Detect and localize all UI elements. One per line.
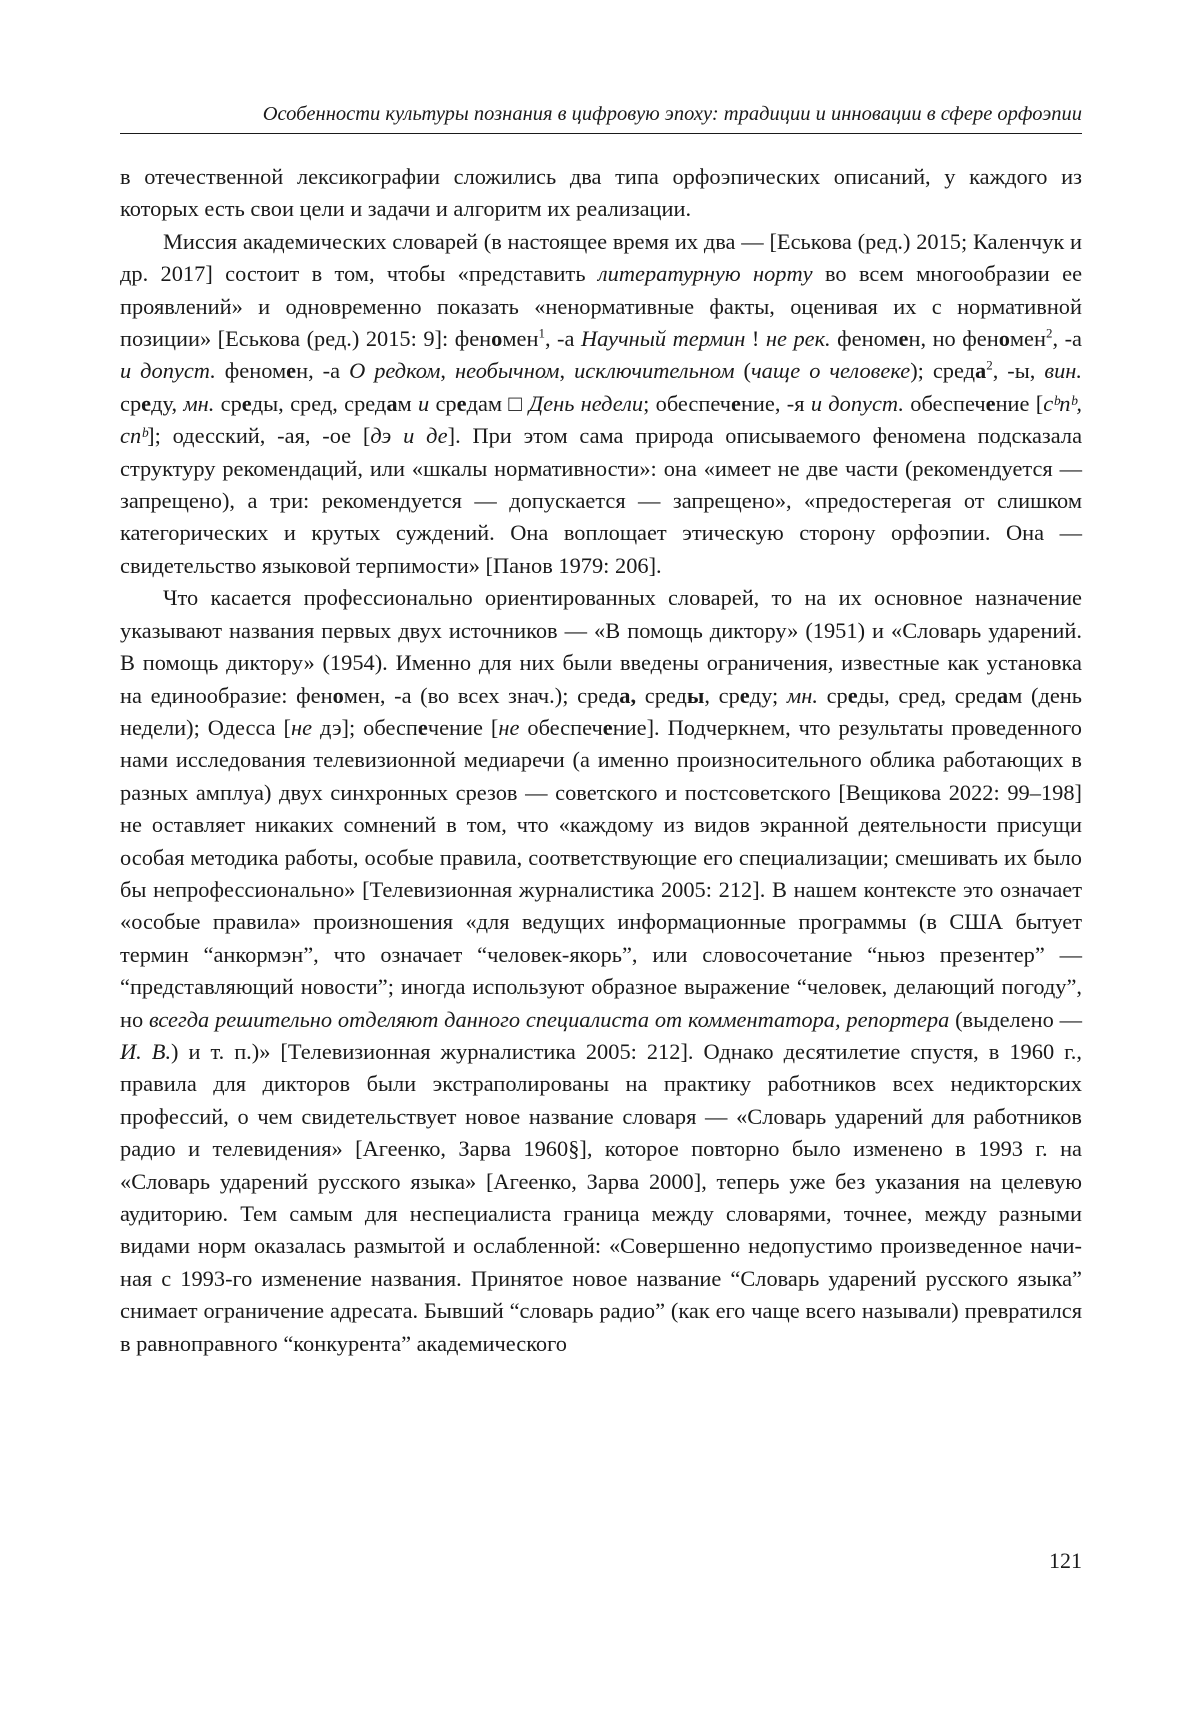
text-run: ]. При этом сама природа описываемого феномена подсказала структуру рекомендаций, или «шкалы нормативности»: она «имеет не две части (рекомендуется — запрещено), а три: рекомендуется — допускается — запрещено», «предостерегая от слишком категорических и крутых суждений. Она воплощает этическую сторону орфоэпии. Она — свидетельство языковой терпимости» [Панов 1979: 206].: [120, 423, 1083, 578]
text-run: всегда решительно отделяют данного специалиста от комментатора, репортера: [148, 1006, 950, 1032]
text-run: День недели: [528, 390, 644, 416]
text-run: н, но фен: [908, 326, 999, 352]
text-run: 2: [1045, 325, 1053, 341]
running-head: Особенности культуры познания в цифровую эпоху: традиции и инновации в сфере орфоэпии: [262, 103, 1082, 125]
page-number: 121: [1049, 1548, 1082, 1573]
text-run: не рек.: [765, 326, 831, 352]
text-run: ду;: [749, 682, 787, 708]
text-run: Миссия академических словарей (в настоящее время их два — [Еськова (ред.) 2015; Каленчук и др. 2017] состоит в том, чтобы «представить: [120, 228, 1082, 287]
text-run: феном: [830, 326, 899, 352]
text-run: обеспеч: [519, 714, 603, 740]
text-run: дэ]; обесп: [312, 714, 418, 740]
text-run: мн.: [786, 682, 818, 708]
text-run: де: [426, 423, 448, 449]
text-run: Научный термин: [580, 326, 746, 352]
text-run: ,: [559, 358, 575, 384]
text-run: ,: [440, 358, 455, 384]
text-run: (выделено —: [949, 1006, 1082, 1032]
text-run: , -а: [1052, 326, 1082, 352]
text-run: чение [: [427, 714, 499, 740]
text-run: О редком: [349, 358, 441, 384]
text-run: обеспеч: [903, 390, 986, 416]
text-run: ды, сред, сред: [857, 682, 997, 708]
text-run: [391, 423, 403, 448]
text-run: вин.: [1044, 358, 1083, 384]
text-run: м (день недели); Одесса [: [120, 682, 1082, 740]
text-run: , -ы,: [992, 358, 1045, 384]
text-run: е: [739, 682, 750, 708]
text-run: ; обеспеч: [643, 390, 731, 416]
text-run: сᵇпᵇ, сп: [120, 390, 1083, 449]
text-run: е: [417, 714, 428, 740]
text-run: мен, -а (во всех знач.); сред: [343, 682, 620, 708]
text-run: , ср: [704, 682, 740, 708]
text-run: о: [491, 326, 503, 352]
text-run: е: [985, 390, 996, 416]
text-run: о: [998, 326, 1010, 352]
text-run: ср: [817, 682, 848, 708]
text-run: а: [975, 358, 987, 384]
header-rule: [120, 133, 1082, 134]
text-run: м: [397, 390, 418, 416]
paragraph-2: [120, 226, 1082, 582]
text-run: ); сред: [910, 358, 976, 384]
text-run: в отечественной лексикографии сложились два типа орфоэпических описаний, у каждого из которых есть свои цели и задачи и алгоритм их реализации.: [120, 164, 1082, 222]
text-run: н, -а: [296, 358, 350, 384]
text-run: е: [731, 390, 741, 416]
text-run: Что касается профессионально ориентированных словарей, то на их основное назначение указывают названия первых двух источников — «В помощь диктору» (1951) и «Словарь ударений. В помощь диктору» (1954). Именно для них были введены ограничения, известные как установка на единообразие: фен: [120, 585, 1082, 708]
body-text: [120, 161, 1082, 1360]
text-run: е: [898, 326, 909, 352]
text-run: сред: [636, 682, 687, 708]
text-run: исключительном: [574, 358, 735, 384]
text-run: а,: [619, 682, 637, 708]
text-run: 1: [538, 325, 545, 341]
text-run: е: [847, 682, 858, 708]
text-run: феном: [215, 358, 287, 384]
text-run: ) и т. п.)» [Телевизионная журналистика 2005: 212]. Однако десятилетие спустя, в 1960 г., правила для дикторов были экстраполированы на практику работников всех недикторских профессий, о чем свидетельствует новое название словаря — «Словарь ударений для работников радио и телевидения» [Агеенко, Зарва 1960§], которое повторно было изменено в 1993 г. на «Словарь ударений русского языка» [Агеенко, Зарва 2000], теперь уже без указания на целевую аудиторию. Тем самым для неспециалиста граница между словарями, точнее, между разными видами норм оказалась размытой и ослабленной: «Совершенно недопустимо произведенное начиная с 1993-го изменение названия. Принятое новое название “Словарь ударений русского языка” снимает ограничение адресата. Бывший “словарь радио” (как его чаще всего называли) превратился в равноправного “конкурента” академического: [120, 1038, 1082, 1356]
text-run: и: [417, 390, 430, 416]
text-run: ние, -я: [740, 390, 811, 416]
paragraph-1: [120, 161, 1082, 226]
text-run: 2: [986, 357, 993, 373]
text-run: И. В.: [120, 1038, 172, 1064]
text-run: [414, 423, 426, 448]
text-run: дам □: [466, 390, 529, 416]
text-run: мен: [1009, 326, 1046, 352]
text-run: необычном: [454, 358, 560, 384]
text-run: во всем многообразии ее проявлений» и одновременно показать «ненормативные факты, оценивая их с нормативной позиции» [Еськова (ред.) 2015: 9]: фен: [120, 261, 1083, 352]
paragraph-3: [120, 582, 1082, 1360]
text-run: ср: [429, 390, 457, 416]
text-run: ср: [214, 390, 242, 416]
text-run: чаще о человеке: [750, 358, 911, 384]
text-run: !: [745, 326, 766, 352]
text-run: е: [141, 390, 152, 416]
text-run: (: [734, 358, 751, 384]
text-run: и: [403, 423, 415, 449]
text-run: и допуст.: [810, 390, 904, 416]
text-run: е: [241, 390, 252, 416]
text-run: ср: [120, 390, 142, 416]
text-run: ды, сред, сред: [251, 390, 387, 416]
text-run: ]; одесский, -ая, -ое [: [147, 423, 371, 449]
text-run: ние]. Подчеркнем, что результаты проведенного нами исследования телевизионной медиаречи (а именно произносительного облика работающих в разных амплуа) двух синхронных срезов — советского и постсоветского [Вещикова 2022: 99–198] не оставляет никаких сомнений в том, что «каждому из видов экранной деятельности присущи особая методика работы, особые правила, соответствующие его специализации; смешивать их было бы непрофессионально» [Телевизионная журналистика 2005: 212]. В нашем контексте это означает «особые правила» произношения «для ведущих информационные программы (в США бытует термин “анкормэн”, что означает “человек-якорь”, или словосочетание “ньюз презентер” — “представляющий новости”; иногда используют образное выражение “человек, делающий погоду”, но: [120, 714, 1083, 1032]
text-run: е: [602, 714, 613, 740]
text-run: ы: [686, 682, 705, 708]
text-run: а: [386, 390, 398, 416]
text-run: и допуст.: [120, 358, 216, 384]
text-run: , -а: [544, 326, 581, 352]
text-run: литературную норmу: [597, 261, 813, 287]
text-run: мн.: [183, 390, 215, 416]
text-run: о: [332, 682, 344, 708]
text-run: е: [456, 390, 467, 416]
text-run: не: [291, 714, 313, 740]
text-run: не: [498, 714, 520, 740]
text-run: дэ: [370, 423, 392, 449]
text-run: ᵇ: [141, 423, 148, 449]
text-run: а: [996, 682, 1009, 708]
text-run: ду,: [151, 390, 184, 416]
text-run: е: [286, 358, 297, 384]
text-run: мен: [502, 326, 539, 352]
text-run: ние [: [995, 390, 1044, 416]
